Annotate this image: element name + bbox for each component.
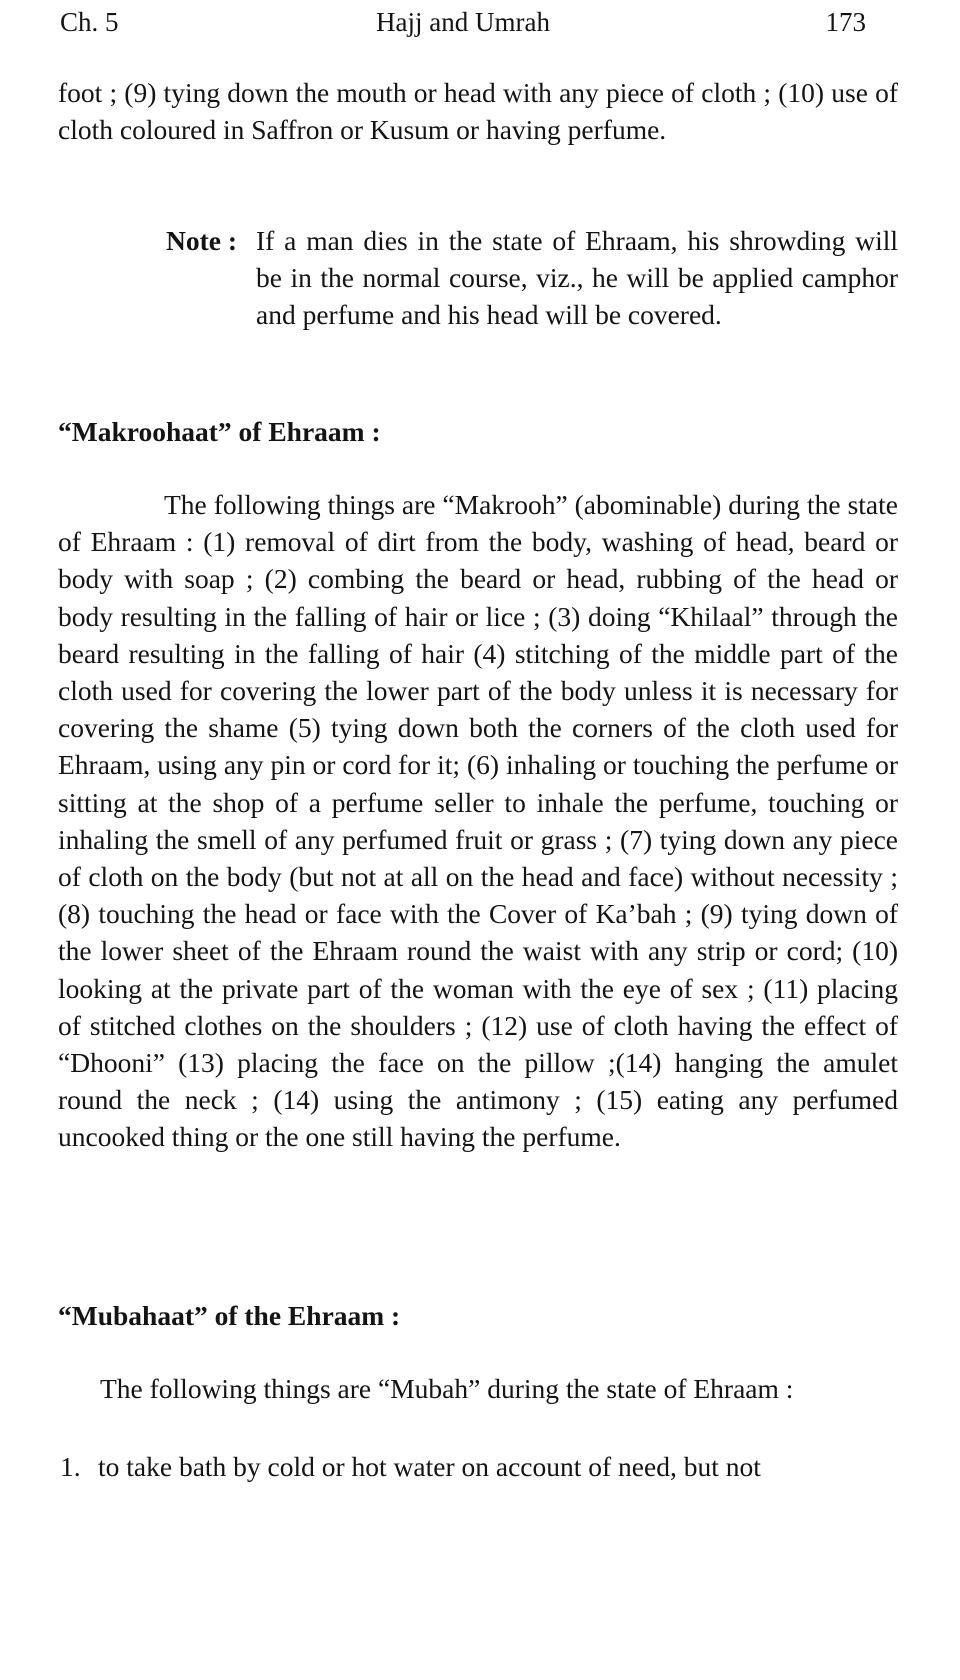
list-item-number: 1. bbox=[60, 1451, 81, 1482]
mubahaat-intro: The following things are “Mubah” during the state of Ehraam : bbox=[100, 1373, 794, 1404]
note-text: If a man dies in the state of Ehraam, his shrowding will be in the normal course, viz., he will be applied camphor and perfume and his head will be covered. bbox=[256, 225, 898, 331]
note-label: Note : bbox=[166, 225, 238, 256]
makroohaat-heading: “Makroohaat” of Ehraam : bbox=[58, 416, 381, 447]
page-number: 173 bbox=[825, 7, 866, 37]
list-item-text: to take bath by cold or hot water on account of need, but not bbox=[98, 1451, 761, 1482]
running-head bbox=[60, 4, 866, 40]
book-title: Hajj and Umrah bbox=[376, 7, 550, 37]
chapter-label: Ch. 5 bbox=[60, 7, 119, 37]
continuation-paragraph: foot ; (9) tying down the mouth or head with any piece of cloth ; (10) use of cloth coloured in Saffron or Kusum or having perfume. bbox=[58, 77, 898, 146]
makroohaat-paragraph: The following things are “Makrooh” (abominable) during the state of Ehraam : (1) removal of dirt from the body, washing of head, beard or body with soap ; (2) combing the beard or head, rubbing of the head or body resulting in the falling of hair or lice ; (3) doing “Khilaal” through the beard resulting in the falling of hair (4) stitching of the middle part of the cloth used for covering the lower part of the body unless it is necessary for covering the shame (5) tying down both the corners of the cloth used for Ehraam, using any pin or cord for it; (6) inhaling or touching the perfume or sitting at the shop of a perfume seller to inhale the perfume, touching or inhaling the smell of any perfumed fruit or grass ; (7) tying down any piece of cloth on the body (but not at all on the head and face) without necessity ; (8) touching the head or face with the Cover of Ka’bah ; (9) tying down of the lower sheet of the Ehraam round the waist with any strip or cord; (10) looking at the private part of the woman with the eye of sex ; (11) placing of stitched clothes on the shoulders ; (12) use of cloth having the effect of “Dhooni” (13) placing the face on the pillow ;(14) hanging the amulet round the neck ; (14) using the antimony ; (15) eating any perfumed uncooked thing or the one still having the perfume. bbox=[58, 489, 898, 1153]
mubahaat-heading: “Mubahaat” of the Ehraam : bbox=[58, 1300, 401, 1331]
list-item bbox=[60, 1448, 761, 1485]
